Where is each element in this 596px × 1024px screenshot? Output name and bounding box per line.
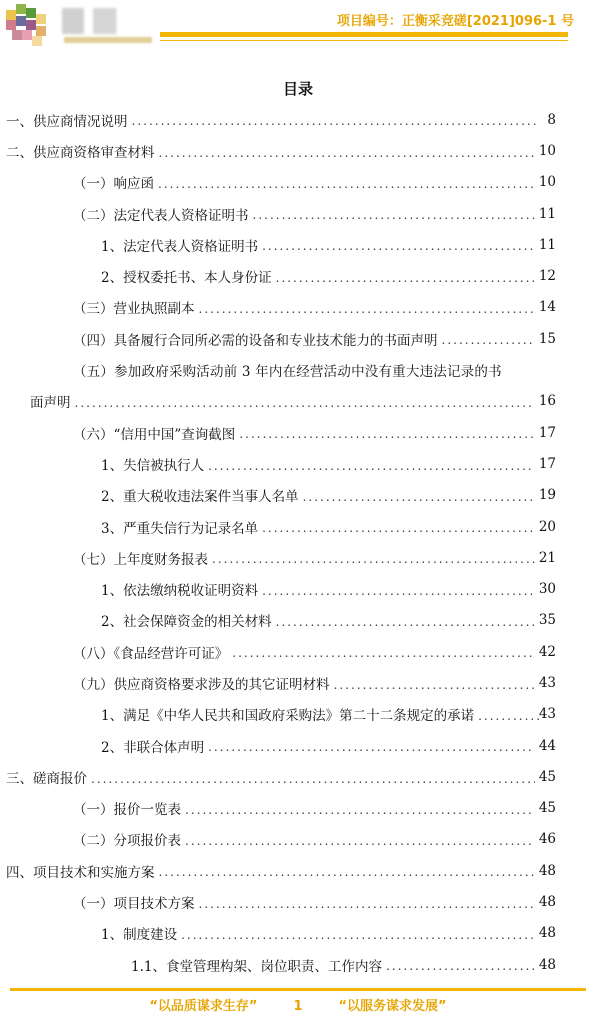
toc-entry-page: 12 [538, 268, 556, 285]
toc-entry[interactable] [0, 761, 596, 792]
toc-entry-label: 2、授权委托书、本人身份证 [101, 270, 272, 287]
toc-entry-label: 一、供应商情况说明 [6, 113, 128, 130]
project-number: 项目编号：正衡采竞磋[2021]096-1 号 [336, 14, 574, 29]
toc-entry-page: 14 [538, 299, 556, 316]
toc-entry-label: （八）《食品经营许可证》 [73, 645, 229, 662]
toc-entry[interactable] [0, 730, 596, 761]
toc-leader-dots [199, 303, 535, 315]
toc-entry[interactable] [0, 260, 596, 291]
toc-entry[interactable] [0, 354, 596, 385]
toc-entry-page: 48 [538, 862, 556, 879]
toc-leader-dots [232, 647, 535, 659]
toc-entry-label: 1、满足《中华人民共和国政府采购法》第二十二条规定的承诺 [101, 708, 475, 725]
page-footer [0, 995, 596, 1014]
toc-leader-dots [239, 428, 535, 440]
page-header [0, 0, 596, 52]
toc-entry[interactable] [0, 229, 596, 260]
header-rule-thin [160, 40, 568, 41]
toc-entry[interactable] [0, 104, 596, 135]
toc-title: 目录 [282, 80, 313, 98]
toc-entry-page: 8 [547, 111, 556, 128]
toc-entry-page: 43 [538, 674, 556, 691]
toc-leader-dots [132, 115, 537, 127]
toc-entry[interactable] [0, 323, 596, 354]
toc-leader-dots [253, 209, 535, 221]
toc-entry[interactable] [0, 198, 596, 229]
toc-leader-dots [181, 929, 535, 941]
toc-leader-dots [208, 741, 535, 753]
footer-rule [10, 988, 586, 991]
toc-entry[interactable] [0, 918, 596, 949]
toc-entry-label: （一）报价一览表 [73, 802, 181, 819]
toc-entry-page: 16 [538, 393, 556, 410]
toc-entry-label: （四）具备履行合同所必需的设备和专业技术能力的书面声明 [73, 332, 438, 349]
footer-slogan-right: “以服务谋求发展” [338, 999, 447, 1014]
toc-entry[interactable] [0, 573, 596, 604]
toc-entry-label: 2、重大税收违法案件当事人名单 [101, 489, 299, 506]
toc-entry[interactable] [0, 135, 596, 166]
toc-entry[interactable] [0, 448, 596, 479]
footer-slogan-left: “以品质谋求生存” [149, 999, 258, 1014]
toc-leader-dots [75, 397, 535, 409]
toc-entry[interactable] [0, 949, 596, 980]
toc-entry-label: 三、磋商报价 [6, 770, 87, 787]
toc-entry-page: 11 [538, 205, 556, 222]
toc-entry[interactable] [0, 699, 596, 730]
toc-entry-label: 3、严重失信行为记录名单 [101, 520, 259, 537]
toc-leader-dots [334, 679, 535, 691]
toc-leader-dots [276, 616, 535, 628]
toc-entry-label: 面声明 [30, 395, 71, 412]
toc-leader-dots [185, 804, 535, 816]
toc-entry[interactable] [0, 667, 596, 698]
toc-entry-label: （三）营业执照副本 [73, 301, 195, 318]
toc-entry-page: 19 [538, 487, 556, 504]
toc-leader-dots [159, 866, 535, 878]
toc-entry-label: 1、法定代表人资格证明书 [101, 238, 259, 255]
toc-entry-page: 17 [538, 455, 556, 472]
toc-entry-page: 35 [538, 612, 556, 629]
header-rule [160, 32, 568, 37]
toc-leader-dots [159, 147, 535, 159]
toc-leader-dots [303, 491, 535, 503]
toc-entry-page: 20 [538, 518, 556, 535]
toc-leader-dots [208, 460, 535, 472]
toc-entry[interactable] [0, 824, 596, 855]
toc-entry-label: （二）法定代表人资格证明书 [73, 207, 249, 224]
toc-entry-label: （一）响应函 [73, 176, 154, 193]
toc-entry-page: 15 [538, 330, 556, 347]
toc-entry-label: （一）项目技术方案 [73, 896, 195, 913]
table-of-contents [0, 104, 596, 980]
toc-entry-page: 21 [538, 549, 556, 566]
toc-entry-label: 2、社会保障资金的相关材料 [101, 614, 272, 631]
toc-entry-label: （二）分项报价表 [73, 833, 181, 850]
toc-entry[interactable] [0, 636, 596, 667]
toc-entry-label: （五）参加政府采购活动前 3 年内在经营活动中没有重大违法记录的书 [73, 364, 502, 381]
toc-entry-label: 1.1、食堂管理构架、岗位职责、工作内容 [131, 958, 382, 975]
toc-leader-dots [212, 553, 535, 565]
toc-entry-label: （六）“信用中国”查询截图 [73, 426, 236, 443]
toc-entry-page: 48 [538, 956, 556, 973]
toc-entry-label: （七）上年度财务报表 [73, 551, 208, 568]
toc-entry-page: 44 [538, 737, 556, 754]
toc-leader-dots [276, 272, 535, 284]
toc-leader-dots [199, 898, 535, 910]
toc-leader-dots [185, 835, 535, 847]
toc-entry-label: 四、项目技术和实施方案 [6, 864, 155, 881]
toc-leader-dots [478, 710, 539, 722]
toc-entry-page: 11 [538, 236, 556, 253]
toc-leader-dots [262, 240, 535, 252]
toc-entry-page: 46 [538, 831, 556, 848]
toc-entry-page: 45 [538, 800, 556, 817]
toc-entry-label: 1、依法缴纳税收证明资料 [101, 583, 259, 600]
toc-entry[interactable] [0, 855, 596, 886]
toc-entry-label: 2、非联合体声明 [101, 739, 205, 756]
toc-entry-label: 1、失信被执行人 [101, 457, 205, 474]
toc-entry[interactable] [0, 417, 596, 448]
toc-entry-page: 48 [538, 925, 556, 942]
toc-leader-dots [158, 178, 535, 190]
toc-entry[interactable] [0, 886, 596, 917]
toc-entry-page: 42 [538, 643, 556, 660]
toc-entry[interactable] [0, 605, 596, 636]
toc-entry-label: 二、供应商资格审查材料 [6, 144, 155, 161]
toc-entry-page: 45 [538, 768, 556, 785]
toc-entry-page: 10 [538, 142, 556, 159]
toc-entry[interactable] [0, 511, 596, 542]
toc-entry[interactable] [0, 292, 596, 323]
page-number: 1 [293, 999, 303, 1014]
toc-entry-page: 43 [538, 706, 556, 723]
toc-leader-dots [386, 960, 535, 972]
toc-entry-label: （九）供应商资格要求涉及的其它证明材料 [73, 676, 330, 693]
toc-entry-page: 30 [538, 581, 556, 598]
toc-entry[interactable] [0, 480, 596, 511]
toc-entry-label: 1、制度建设 [101, 927, 178, 944]
toc-leader-dots [262, 585, 535, 597]
company-logo [6, 4, 154, 48]
toc-entry-page: 48 [538, 894, 556, 911]
toc-entry[interactable] [0, 793, 596, 824]
toc-entry[interactable] [0, 167, 596, 198]
toc-entry-page: 17 [538, 424, 556, 441]
toc-entry[interactable] [0, 542, 596, 573]
toc-leader-dots [91, 773, 535, 785]
toc-entry-continuation[interactable] [0, 386, 596, 417]
toc-leader-dots [262, 522, 535, 534]
toc-entry-page: 10 [538, 174, 556, 191]
toc-leader-dots [442, 334, 535, 346]
